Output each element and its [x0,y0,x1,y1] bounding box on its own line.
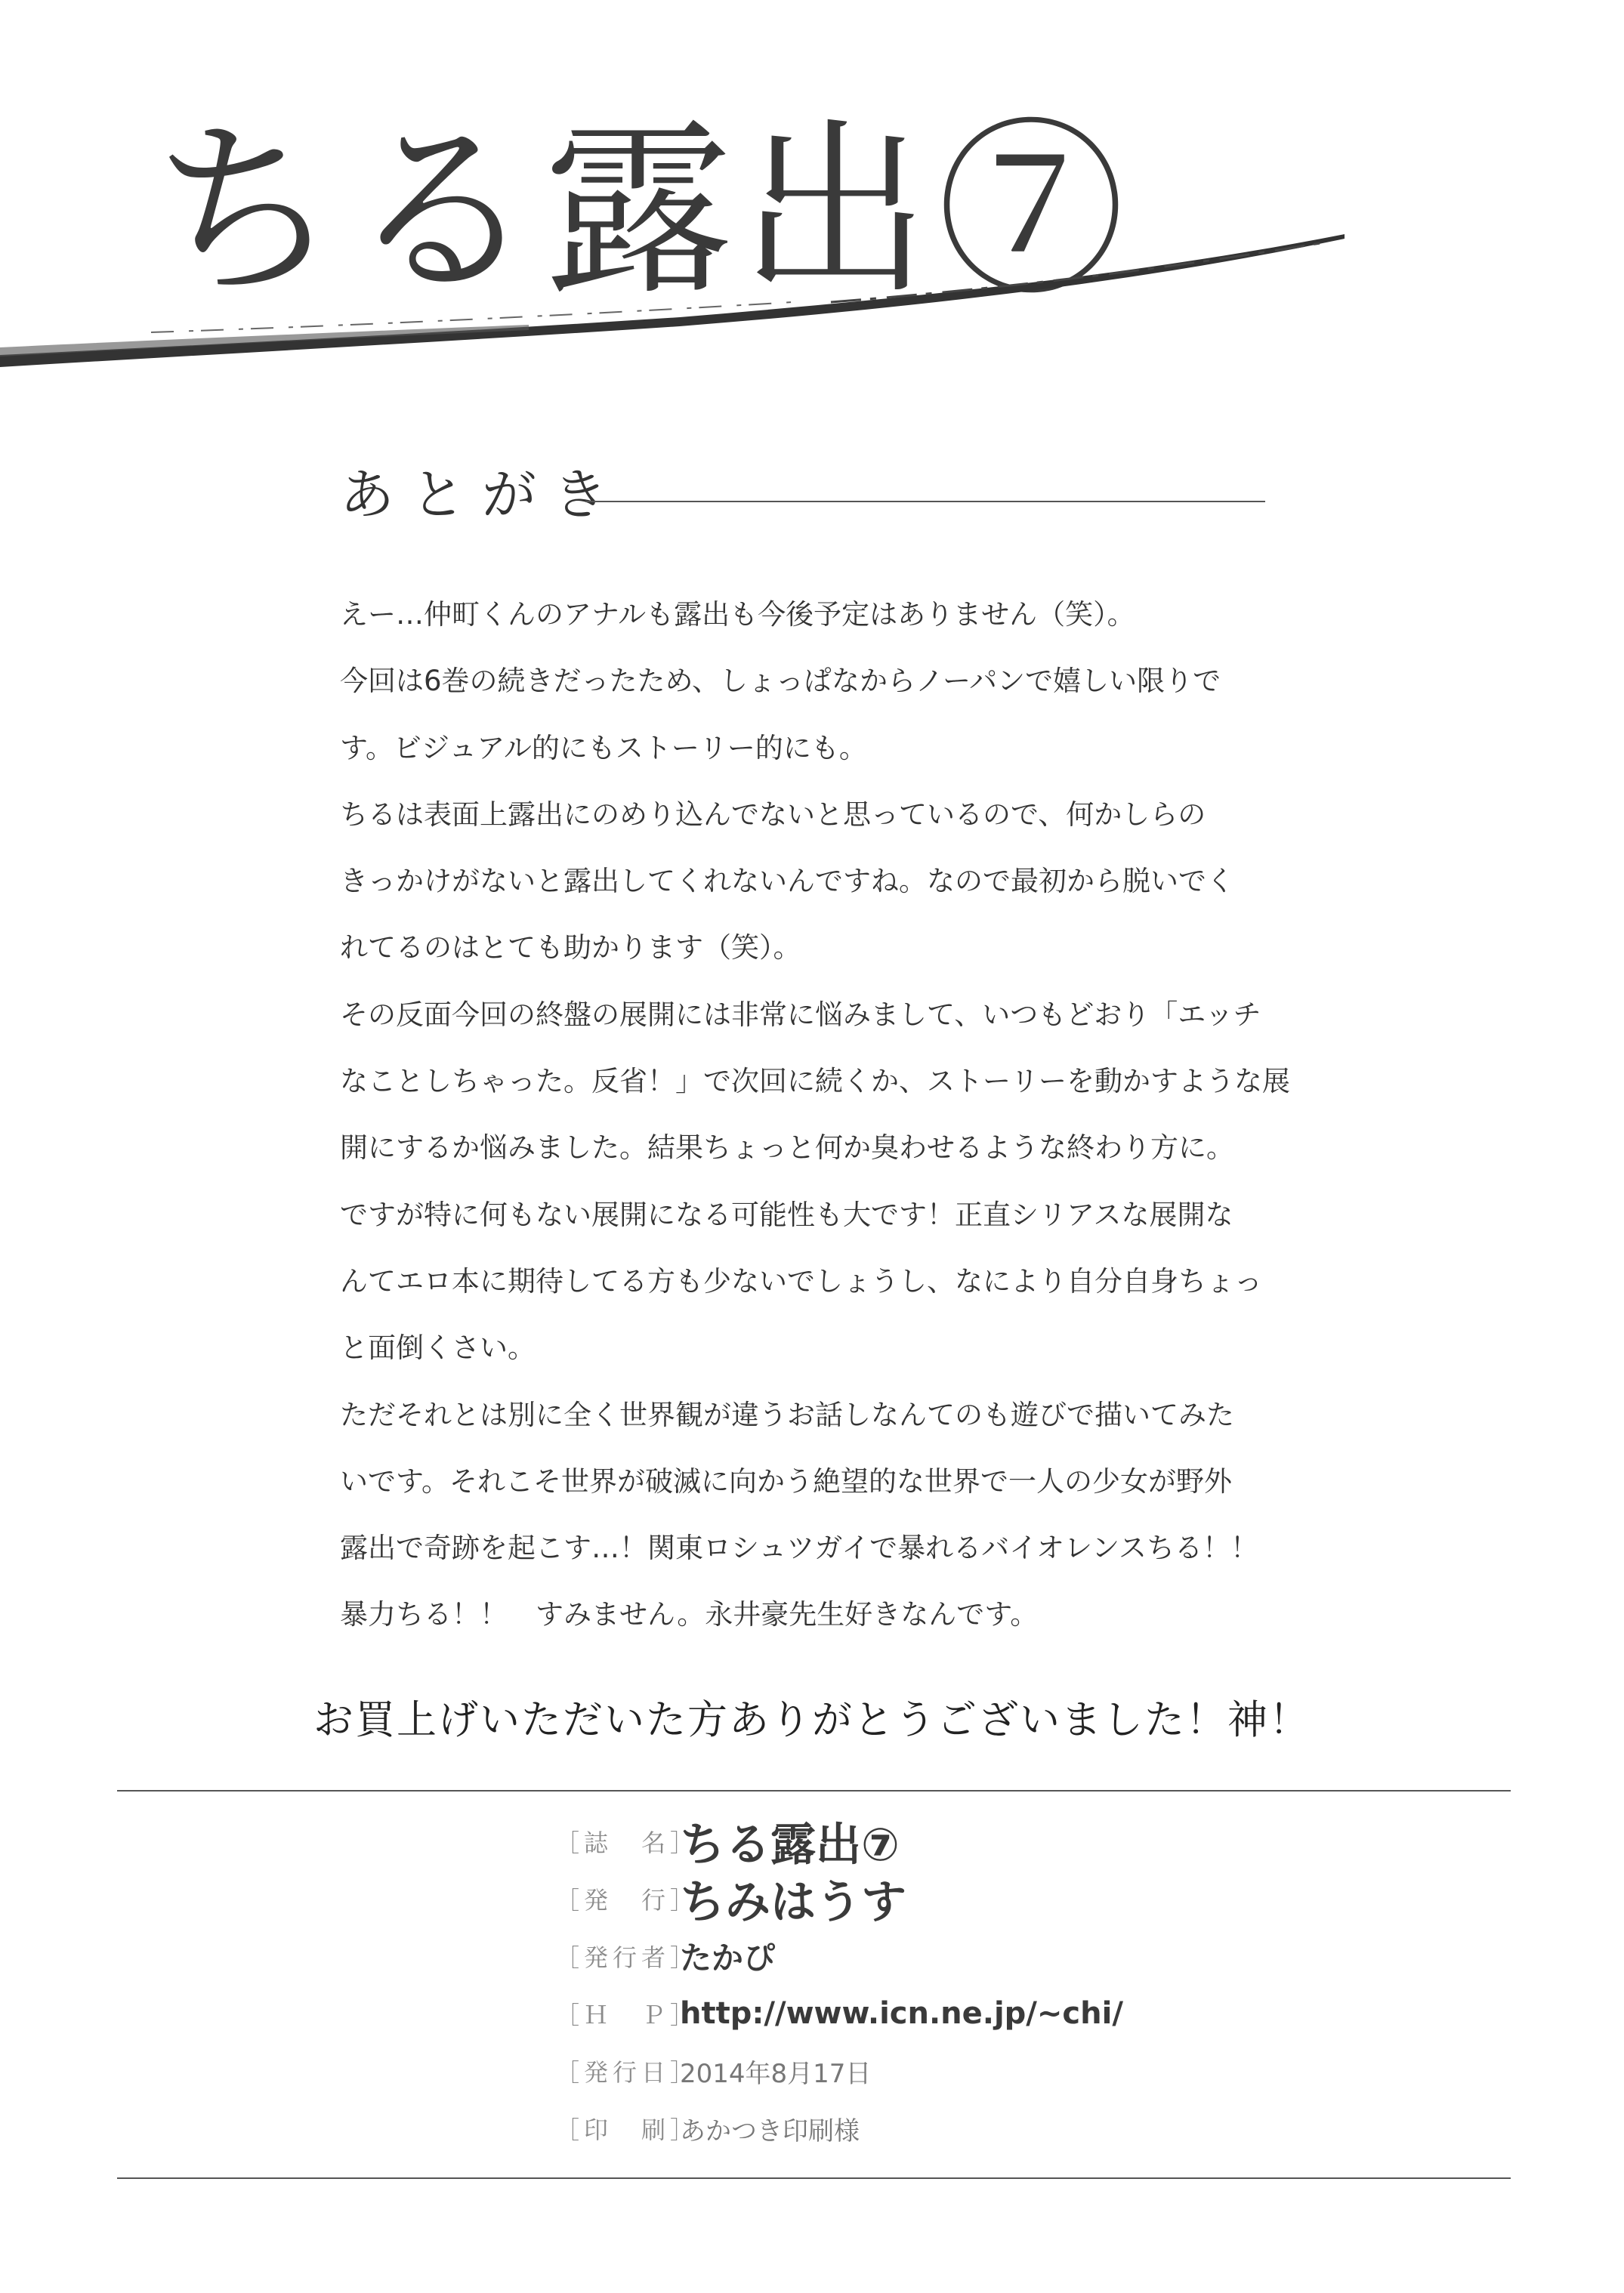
afterword-line: なことしちゃった。反省！」で次回に続くか、ストーリーを動かすような展 [340,1065,1290,1098]
colophon-row-printer [555,2100,1123,2157]
afterword-line: す。ビジュアル的にもストーリー的にも。 [340,731,867,764]
afterword-line: んてエロ本に期待してる方も少ないでしょうし、なにより自分自身ちょっ [340,1264,1262,1298]
colophon-label: ［発行日］ [555,2058,699,2087]
colophon-value-printer: あかつき印刷様 [680,2116,860,2146]
colophon-row-author [555,1927,1123,1985]
colophon-value-homepage[interactable]: http://www.icn.ne.jp/~chi/ [680,1996,1123,2031]
afterword-line: いです。それこそ世界が破滅に向かう絶望的な世界で一人の少女が野外 [340,1464,1233,1498]
colophon-label: ［誌 名］ [555,1829,699,1857]
colophon [555,1813,1123,2157]
colophon-row-homepage [555,1985,1123,2042]
colophon-value-author: たかぴ [680,1940,776,1977]
afterword-line: きっかけがないと露出してくれないんですね。なので最初から脱いでく [340,865,1234,898]
colophon-label: ［印 刷］ [555,2116,699,2144]
afterword-line: ですが特に何もない展開になる可能性も大です！正直シリアスな展開な [340,1198,1233,1231]
colophon-top-divider [117,1790,1511,1792]
colophon-value-publisher: ちみはうす [680,1876,906,1929]
afterword-line: 今回は6巻の続きだったため、しょっぱなからノーパンで嬉しい限りで [340,665,1221,698]
colophon-label: ［Ｈ Ｐ］ [555,2001,699,2029]
colophon-label: ［発行者］ [555,1943,699,1972]
afterword-line: れてるのはとても助かります（笑）。 [340,931,801,964]
colophon-row-title [555,1813,1123,1870]
afterword-line: 開にするか悩みました。結果ちょっと何か臭わせるような終わり方に。 [340,1131,1234,1165]
colophon-label: ［発 行］ [555,1886,699,1915]
colophon-value-title: ちる露出⑦ [680,1819,900,1872]
afterword-line: と面倒くさい。 [340,1332,536,1365]
afterword-line: その反面今回の終盤の展開には非常に悩みまして、いつもどおり「エッチ [340,998,1261,1031]
page-title: ちる露出⑦ [151,101,1133,321]
colophon-value-date: 2014年8月17日 [680,2058,872,2089]
colophon-row-date [555,2042,1123,2100]
afterword-line: ちるは表面上露出にのめり込んでないと思っているので、何かしらの [340,798,1206,831]
afterword-line: 露出で奇跡を起こす…！関東ロシュツガイで暴れるバイオレンスちる！！ [340,1532,1259,1565]
afterword-line: えー…仲町くんのアナルも露出も今後予定はありません（笑）。 [340,598,1135,631]
afterword-line: 暴力ちる！！ すみません。永井豪先生好きなんです。 [340,1598,1039,1631]
afterword-line: ただそれとは別に全く世界観が違うお話しなんてのも遊びで描いてみた [340,1398,1234,1431]
afterword-body [340,582,1290,1649]
brush-stroke-divider [0,219,1345,370]
heading-divider [585,501,1265,502]
afterword-heading: あとがき [340,463,625,526]
colophon-row-publisher [555,1870,1123,1927]
thanks-message: お買上げいただいた方ありがとうございました！神！ [313,1697,1311,1743]
colophon-bottom-divider [117,2177,1511,2179]
